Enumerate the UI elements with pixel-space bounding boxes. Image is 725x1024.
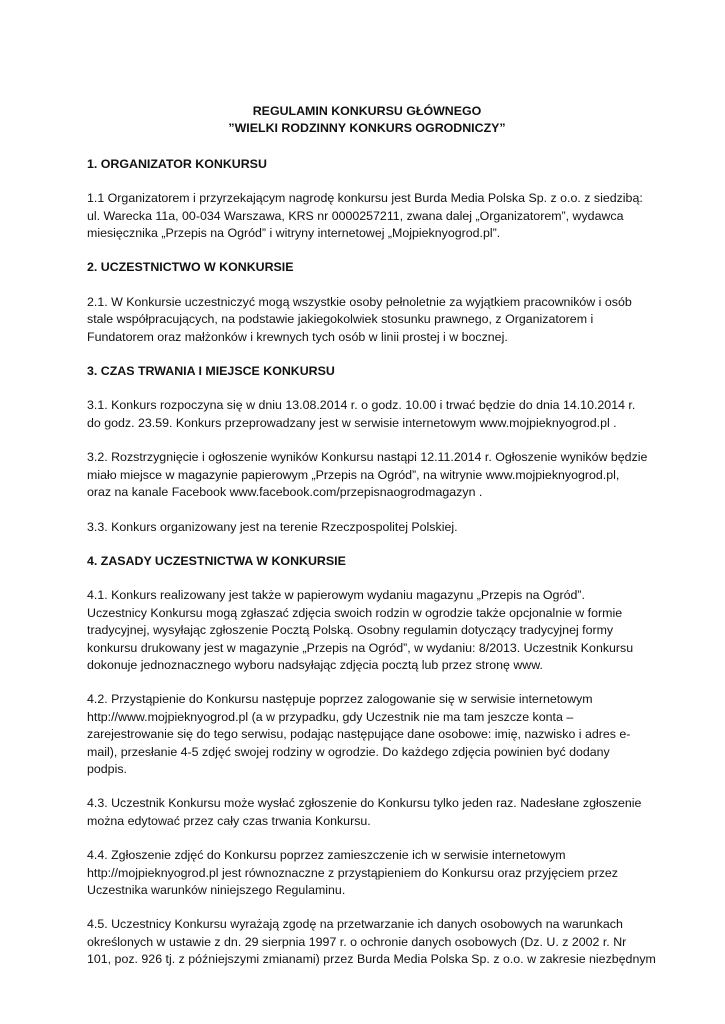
title-line-2: ”WIELKI RODZINNY KONKURS OGRODNICZY”: [228, 121, 506, 136]
section-heading: 2. UCZESTNICTWO W KONKURSIE: [87, 260, 294, 275]
paragraph-line: 4.3. Uczestnik Konkursu może wysłać zgłoszenie do Konkursu tylko jeden raz. Nadesłane zgłoszenie: [87, 796, 642, 811]
paragraph-line: http://www.mojpieknyogrod.pl (a w przypadku, gdy Uczestnik nie ma tam jeszcze konta –: [87, 709, 574, 724]
paragraph-line: http://mojpieknyogrod.pl jest równoznaczne z przystąpieniem do Konkursu oraz przyjęciem przez: [87, 865, 618, 880]
paragraph-line: mail), przesłanie 4-5 zdjęć swojej rodziny w ogrodzie. Do każdego zdjęcia powinien być dodany: [87, 744, 610, 759]
section-paragraph: [87, 449, 647, 501]
paragraph-line: można edytować przez cały czas trwania Konkursu.: [87, 813, 371, 828]
section-paragraph: [87, 190, 647, 242]
section-heading: 4. ZASADY UCZESTNICTWA W KONKURSIE: [87, 553, 346, 568]
document-page: [87, 103, 656, 969]
paragraph-line: ul. Warecka 11a, 00-034 Warszawa, KRS nr 0000257211, zwana dalej „Organizatorem”, wydawca: [87, 208, 624, 223]
paragraph-line: Uczestnika warunków niniejszego Regulaminu.: [87, 883, 346, 897]
paragraph-line: Uczestnicy Konkursu mogą zgłaszać zdjęcia swoich rodzin w ogrodzie także opcjonalnie w formie: [87, 605, 623, 620]
section-paragraph: [87, 916, 656, 968]
paragraph-line: do godz. 23.59. Konkurs przeprowadzany jest w serwisie internetowym www.mojpieknyogrod.pl .: [87, 415, 617, 430]
paragraph-line: miało miejsce w magazynie papierowym „Przepis na Ogród”, na witrynie www.mojpieknyogrod.pl,: [87, 467, 620, 482]
paragraph-line: stale współpracujących, na podstawie jakiegokolwiek stosunku prawnego, z Organizatorem i: [87, 312, 594, 327]
paragraph-line: Fundatorem oraz małżonków i krewnych tych osób w linii prostej i w bocznej.: [87, 329, 508, 344]
section-paragraph: [87, 795, 647, 830]
paragraph-line: 3.2. Rozstrzygnięcie i ogłoszenie wyników Konkursu nastąpi 12.11.2014 r. Ogłoszenie wyników będzie: [87, 450, 648, 465]
paragraph-line: tradycyjnej, wysyłając zgłoszenie Pocztą Polską. Osobny regulamin dotyczący tradycyjnej formy: [87, 623, 614, 638]
section-paragraph: [87, 691, 647, 778]
paragraph-line: 101, poz. 926 tj. z późniejszymi zmianami) przez Burda Media Polska Sp. z o.o. w zakresie niezbędnym: [87, 952, 656, 967]
section-heading: 1. ORGANIZATOR KONKURSU: [87, 156, 267, 171]
paragraph-line: 4.5. Uczestnicy Konkursu wyrażają zgodę na przetwarzanie ich danych osobowych na warunkach: [87, 917, 623, 932]
section-paragraph: [87, 397, 647, 432]
document-title: [87, 103, 647, 138]
section-paragraph: [87, 847, 647, 899]
paragraph-line: 2.1. W Konkursie uczestniczyć mogą wszystkie osoby pełnoletnie za wyjątkiem pracowników i osób: [87, 294, 632, 309]
paragraph-line: 4.4. Zgłoszenie zdjęć do Konkursu poprzez zamieszczenie ich w serwisie internetowym: [87, 848, 566, 863]
paragraph-line: 1.1 Organizatorem i przyrzekającym nagrodę konkursu jest Burda Media Polska Sp. z o.o. z siedzibą:: [87, 191, 643, 206]
paragraph-line: oraz na kanale Facebook www.facebook.com/przepisnaogrodmagazyn .: [87, 485, 483, 500]
paragraph-line: 3.3. Konkurs organizowany jest na terenie Rzeczpospolitej Polskiej.: [87, 519, 458, 534]
section-paragraph: [87, 587, 647, 674]
document-body: [87, 156, 656, 969]
paragraph-line: 3.1. Konkurs rozpoczyna się w dniu 13.08.2014 r. o godz. 10.00 i trwać będzie do dnia 14.10.2014 r.: [87, 398, 636, 413]
paragraph-line: 4.2. Przystąpienie do Konkursu następuje poprzez zalogowanie się w serwisie internetowym: [87, 692, 593, 707]
title-line-1: REGULAMIN KONKURSU GŁÓWNEGO: [252, 104, 482, 118]
paragraph-line: 4.1. Konkurs realizowany jest także w papierowym wydaniu magazynu „Przepis na Ogród”.: [87, 588, 585, 603]
section-paragraph: [87, 519, 647, 536]
section-paragraph: [87, 294, 647, 346]
paragraph-line: zarejestrowanie się do tego serwisu, podając następujące dane osobowe: imię, nazwisko i adres e-: [87, 727, 631, 742]
paragraph-line: konkursu drukowany jest w magazynie „Przepis na Ogród”, w wydaniu: 8/2013. Uczestnik Konkursu: [87, 640, 634, 655]
section-heading: 3. CZAS TRWANIA I MIEJSCE KONKURSU: [87, 364, 335, 379]
paragraph-line: podpis.: [87, 761, 127, 776]
paragraph-line: miesięcznika „Przepis na Ogród” i witryny internetowej „Mojpieknyogrod.pl”.: [87, 226, 501, 241]
paragraph-line: określonych w ustawie z dn. 29 sierpnia 1997 r. o ochronie danych osobowych (Dz. U. z 2002 r. Nr: [87, 934, 627, 949]
paragraph-line: dokonuje jednoznacznego wyboru nadsyłając zdjęcia pocztą lub przez stronę www.: [87, 657, 543, 672]
